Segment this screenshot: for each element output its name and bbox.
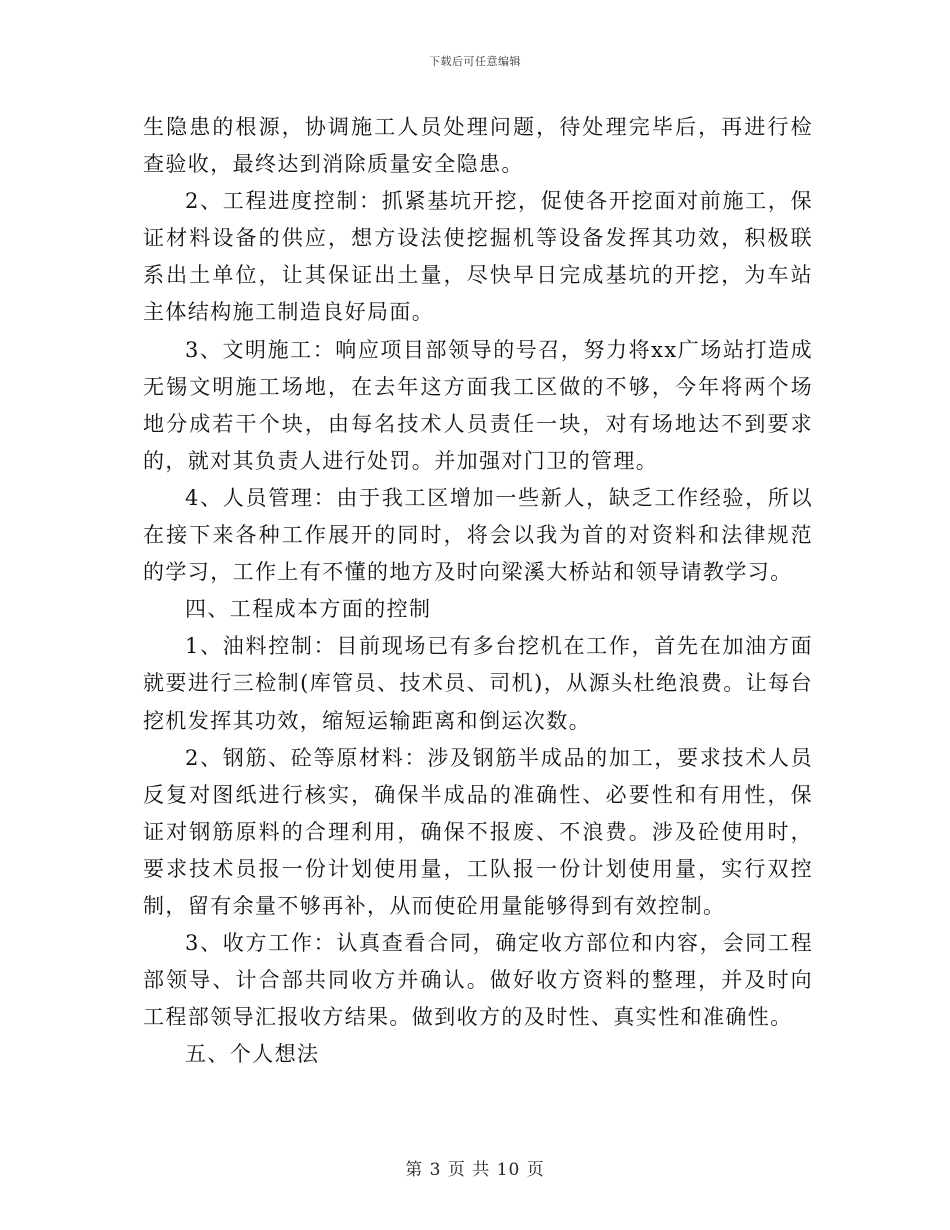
paragraph-quantity-acceptance: 3、收方工作：认真查看合同，确定收方部位和内容，会同工程部领导、计合部共同收方并确认。做好收方资料的整理，并及时向工程部领导汇报收方结果。做到收方的及时性、真实性和准确性。 [143,931,813,1030]
section-heading-cost-control: 四、工程成本方面的控制 [185,597,432,622]
paragraph-personnel-management: 4、人员管理：由于我工区增加一些新人，缺乏工作经验，所以在接下来各种工作展开的同时，将会以我为首的对资料和法律规范的学习，工作上有不懂的地方及时向梁溪大桥站和领导请教学习。 [143,485,813,585]
paragraph-fuel-control: 1、油料控制：目前现场已有多台挖机在工作，首先在加油方面就要进行三检制(库管员、技术员、司机)，从源头杜绝浪费。让每台挖机发挥其功效，缩短运输距离和倒运次数。 [143,634,813,733]
paragraph-continuation: 生隐患的根源，协调施工人员处理问题，待处理完毕后，再进行检查验收，最终达到消除质量安全隐患。 [143,115,813,177]
paragraph-civilized-construction: 3、文明施工：响应项目部领导的号召，努力将xx广场站打造成无锡文明施工场地，在去年这方面我工区做的不够，今年将两个场地分成若干个块，由每名技术人员责任一块，对有场地达不到要求的，就对其负责人进行处罚。并加强对门卫的管理。 [143,337,813,473]
paragraph-progress-control: 2、工程进度控制：抓紧基坑开挖，促使各开挖面对前施工，保证材料设备的供应，想方设法使挖掘机等设备发挥其功效，积极联系出土单位，让其保证出土量，尽快早日完成基坑的开挖，为车站主体结构施工制造良好局面。 [143,189,813,325]
page-header: 下载后可任意编辑 [429,55,521,68]
page-footer: 第 3 页 共 10 页 [405,1160,545,1180]
paragraph-raw-materials: 2、钢筋、砼等原材料：涉及钢筋半成品的加工，要求技术人员反复对图纸进行核实，确保半成品的准确性、必要性和有用性，保证对钢筋原料的合理利用，确保不报废、不浪费。涉及砼使用时，要求技术员报一份计划使用量，工队报一份计划使用量，实行双控制，留有余量不够再补，从而使砼用量能够得到有效控制。 [143,745,813,918]
section-heading-personal-thoughts: 五、个人想法 [185,1042,320,1067]
document-body [143,109,813,1073]
